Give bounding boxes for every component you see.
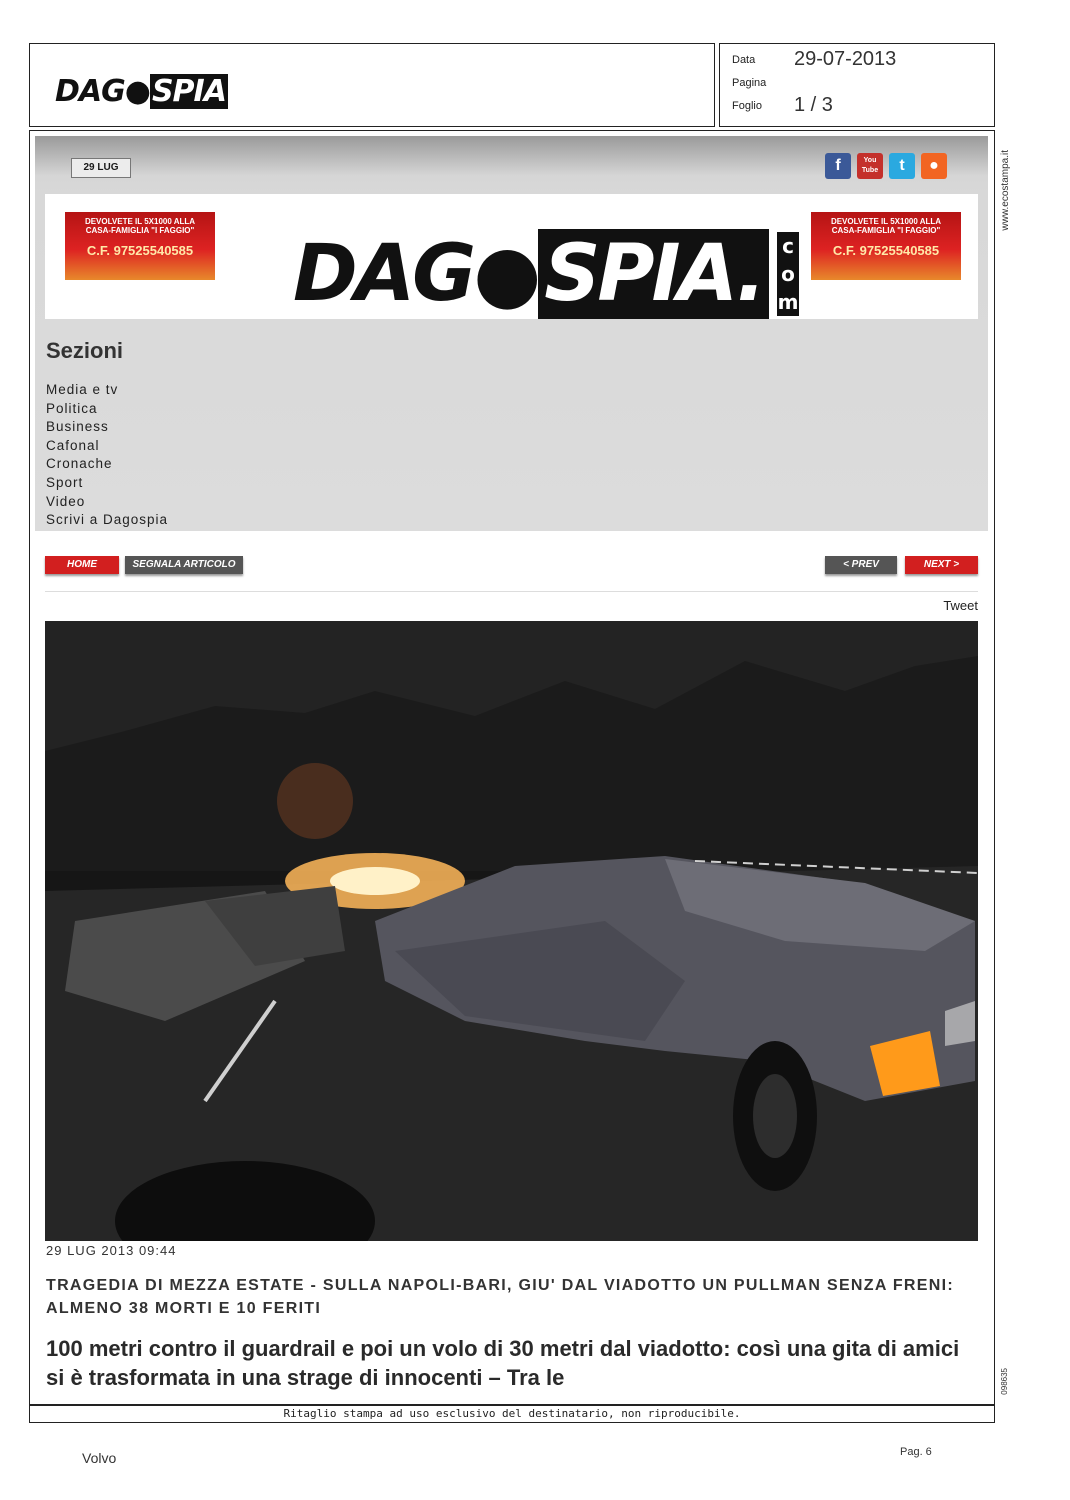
section-item[interactable]: Cafonal bbox=[46, 437, 100, 453]
ad-left[interactable]: DEVOLVETE IL 5X1000 ALLA CASA-FAMIGLIA "I FAGGIO" C.F. 97525540585 bbox=[65, 212, 215, 280]
page-number: Pag. 6 bbox=[900, 1446, 932, 1458]
article-nav bbox=[45, 556, 978, 576]
logo-com: c o m bbox=[777, 234, 799, 314]
clipping-frame bbox=[29, 130, 995, 1405]
section-item[interactable]: Media e tv bbox=[46, 382, 119, 397]
data-label: Data bbox=[732, 54, 756, 66]
article-subtitle: 100 metri contro il guardrail e poi un volo di 30 metri dal viadotto: così una gita di amici si è trasformata in una strage di innocenti – Tra le bbox=[46, 1336, 960, 1390]
article-datetime: 29 LUG 2013 09:44 bbox=[46, 1243, 177, 1258]
foglio-value: 1 / 3 bbox=[794, 94, 833, 116]
clip-code: 098635 bbox=[1000, 1368, 1009, 1395]
web-page bbox=[35, 136, 988, 1396]
segnala-button[interactable]: SEGNALA ARTICOLO bbox=[125, 556, 243, 574]
rss-icon[interactable]: ● bbox=[921, 153, 947, 179]
article-photo bbox=[45, 621, 978, 1241]
header-logo: DAG●SPIA bbox=[55, 74, 226, 109]
section-item[interactable]: Business bbox=[46, 419, 109, 435]
crash-scene-image bbox=[45, 621, 978, 1241]
sections-title: Sezioni bbox=[46, 338, 124, 363]
section-item[interactable]: Sport bbox=[46, 474, 84, 490]
clipping-header bbox=[29, 43, 715, 127]
site-logo[interactable]: DAG●SPIA. c o m bbox=[293, 229, 799, 319]
ad-right[interactable]: DEVOLVETE IL 5X1000 ALLA CASA-FAMIGLIA "I FAGGIO" C.F. 97525540585 bbox=[811, 212, 961, 280]
date-chip: 29 LUG bbox=[71, 158, 131, 178]
divider bbox=[45, 591, 978, 592]
data-value: 29-07-2013 bbox=[794, 48, 897, 70]
section-item[interactable]: Cronache bbox=[46, 456, 113, 472]
twitter-icon[interactable]: t bbox=[889, 153, 915, 179]
youtube-icon[interactable]: You Tube bbox=[857, 153, 883, 179]
sections-list bbox=[46, 381, 168, 530]
article-title[interactable]: TRAGEDIA DI MEZZA ESTATE - SULLA NAPOLI-BARI, GIU' DAL VIADOTTO UN PULLMAN SENZA FRENI: ALMENO 38 MORTI E 10 FERITI bbox=[46, 1277, 954, 1317]
section-item[interactable]: Politica bbox=[46, 400, 98, 416]
facebook-icon[interactable]: f bbox=[825, 153, 851, 179]
client-name: Volvo bbox=[82, 1450, 117, 1466]
stamp-url: www.ecostampa.it bbox=[1000, 150, 1011, 231]
clipping-notice: Ritaglio stampa ad uso esclusivo del destinatario, non riproducibile. bbox=[29, 1405, 995, 1423]
section-item[interactable]: Scrivi a Dagospia bbox=[46, 512, 169, 528]
home-button[interactable]: HOME bbox=[45, 556, 119, 574]
next-button[interactable]: NEXT > bbox=[905, 556, 978, 574]
clipping-meta bbox=[719, 43, 995, 127]
tweet-button[interactable]: Tweet bbox=[943, 598, 978, 613]
prev-button[interactable]: < PREV bbox=[825, 556, 897, 574]
foglio-label: Foglio bbox=[732, 100, 762, 112]
section-item[interactable]: Video bbox=[46, 493, 86, 509]
pagina-label: Pagina bbox=[732, 77, 767, 89]
site-header bbox=[35, 136, 988, 531]
site-banner bbox=[45, 194, 978, 319]
